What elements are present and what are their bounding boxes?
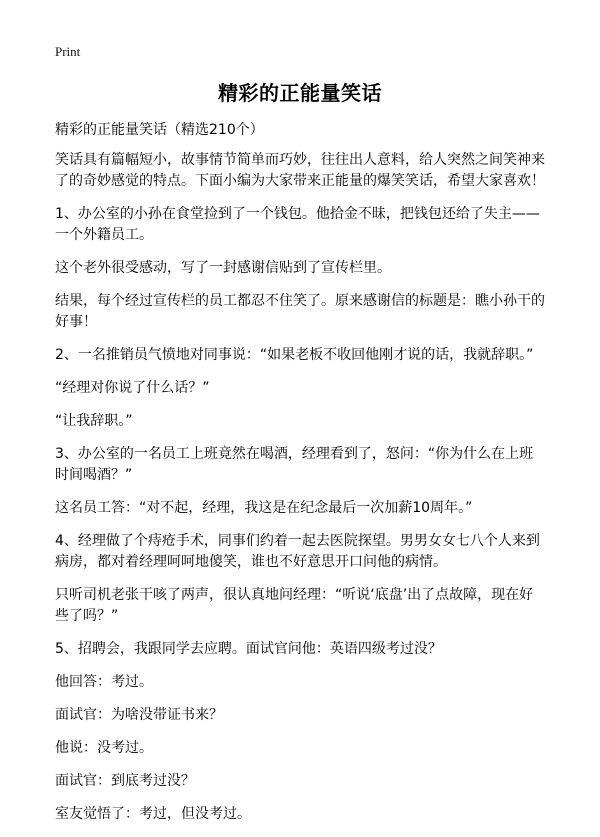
joke-paragraph: 只听司机老张干咳了两声，很认真地问经理：“听说‘底盘’出了点故障，现在好些了吗？”: [55, 587, 534, 624]
joke-paragraph: 这名员工答：“对不起，经理，我这是在纪念最后一次加薪10周年。”: [55, 500, 473, 516]
article-body: [55, 150, 547, 837]
page-title: 精彩的正能量笑话: [218, 81, 382, 105]
joke-paragraph: 这个老外很受感动，写了一封感谢信贴到了宣传栏里。: [55, 260, 391, 276]
joke-paragraph: 他回答：考过。: [55, 674, 153, 690]
joke-paragraph: 面试官：到底考过没？: [55, 773, 195, 789]
joke-paragraph: “经理对你说了什么话？”: [55, 380, 210, 396]
print-link[interactable]: Print: [55, 44, 81, 59]
joke-paragraph: 5、招聘会，我跟同学去应聘。面试官问他：英语四级考过没？: [55, 641, 442, 657]
joke-paragraph: 他说：没考过。: [55, 740, 153, 756]
joke-paragraph: 3、办公室的一名员工上班竟然在喝酒，经理看到了，怒问：“你为什么在上班时间喝酒？”: [55, 446, 534, 483]
intro-paragraph: 笑话具有篇幅短小，故事情节简单而巧妙，往往出人意料，给人突然之间笑神来了的奇妙感觉的特点。下面小编为大家带来正能量的爆笑笑话，希望大家喜欢！: [55, 152, 545, 189]
joke-paragraph: “让我辞职。”: [55, 413, 133, 429]
joke-paragraph: 面试官：为啥没带证书来？: [55, 707, 223, 723]
joke-paragraph: 4、经理做了个痔疮手术，同事们约着一起去医院探望。男男女女七八个人来到病房，都对着经理呵呵地傻笑，谁也不好意思开口问他的病情。: [55, 533, 540, 570]
joke-paragraph: 1、办公室的小孙在食堂捡到了一个钱包。他拾金不昧，把钱包还给了失主——一个外籍员工。: [55, 206, 540, 243]
joke-paragraph: 结果，每个经过宣传栏的员工都忍不住笑了。原来感谢信的标题是：瞧小孙干的好事！: [55, 293, 545, 330]
page-subtitle: 精彩的正能量笑话（精选210个）: [55, 122, 264, 138]
joke-paragraph: 2、一名推销员气愤地对同事说：“如果老板不收回他刚才说的话，我就辞职。”: [55, 347, 534, 363]
joke-paragraph: 室友觉悟了：考过，但没考过。: [55, 806, 251, 822]
